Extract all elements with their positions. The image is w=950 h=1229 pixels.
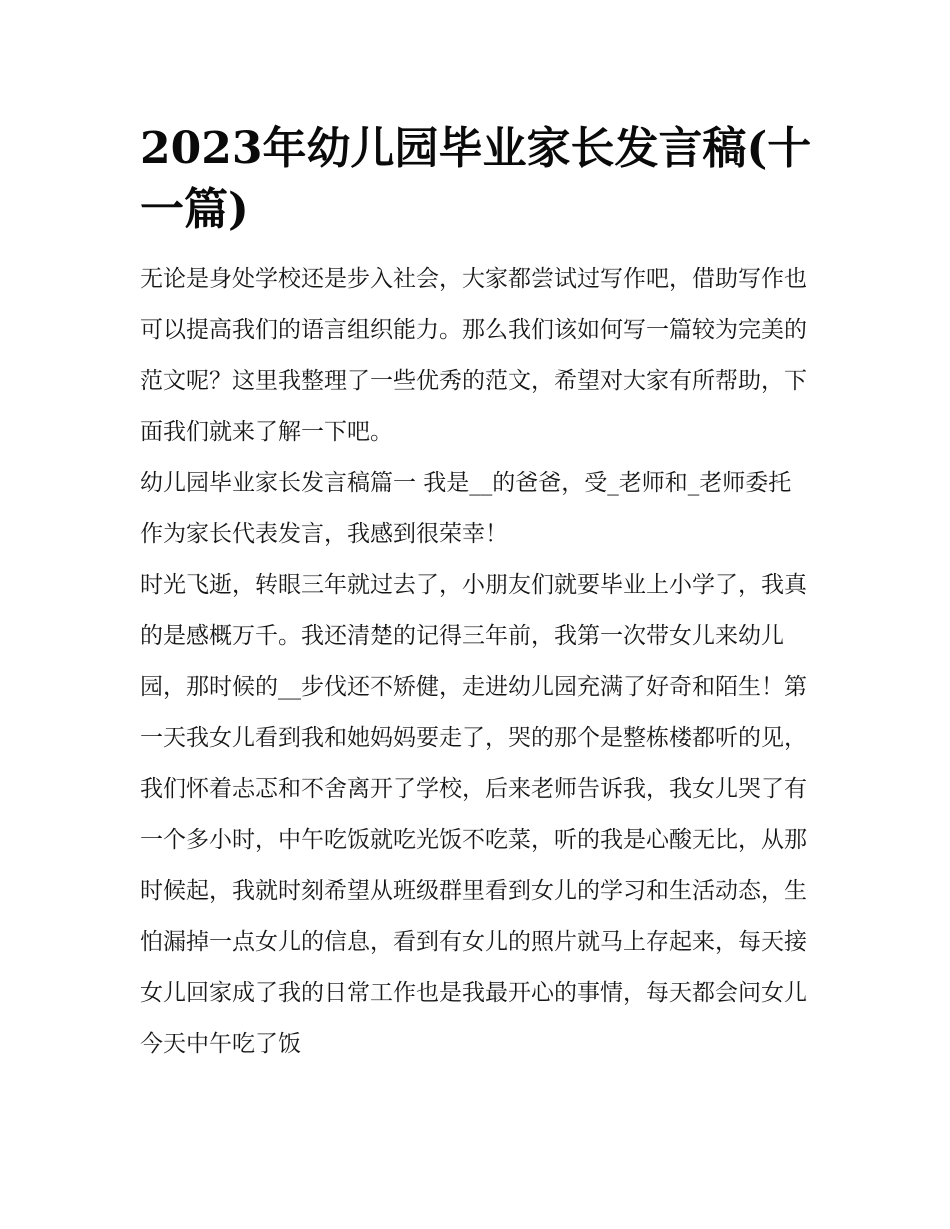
intro-paragraph: 无论是身处学校还是步入社会，大家都尝试过写作吧，借助写作也可以提高我们的语言组织能力。那么我们该如何写一篇较为完美的范文呢？这里我整理了一些优秀的范文，希望对大家有所帮助，下面我们就来了解一下吧。 <box>140 266 807 445</box>
speech-body-paragraph: 时光飞逝，转眼三年就过去了，小朋友们就要毕业上小学了，我真的是感概万千。我还清楚的记得三年前，我第一次带女儿来幼儿园，那时候的__步伐还不矫健，走进幼儿园充满了好奇和陌生！第一天我女儿看到我和她妈妈要走了，哭的那个是整栋楼都听的见，我们怀着忐忑和不舍离开了学校，后来老师告诉我，我女儿哭了有一个多小时，中午吃饭就吃光饭不吃菜，听的我是心酸无比，从那时候起，我就时刻希望从班级群里看到女儿的学习和生活动态，生怕漏掉一点女儿的信息，看到有女儿的照片就马上存起来，每天接女儿回家成了我的日常工作也是我最开心的事情，每天都会问女儿今天中午吃了饭 <box>140 572 807 1057</box>
document-content <box>140 118 812 1070</box>
speech-opening-paragraph: 幼儿园毕业家长发言稿篇一 我是__的爸爸，受_老师和_老师委托作为家长代表发言，我感到很荣幸！ <box>140 470 792 547</box>
document-title: 2023年幼儿园毕业家长发言稿(十一篇) <box>140 123 812 235</box>
